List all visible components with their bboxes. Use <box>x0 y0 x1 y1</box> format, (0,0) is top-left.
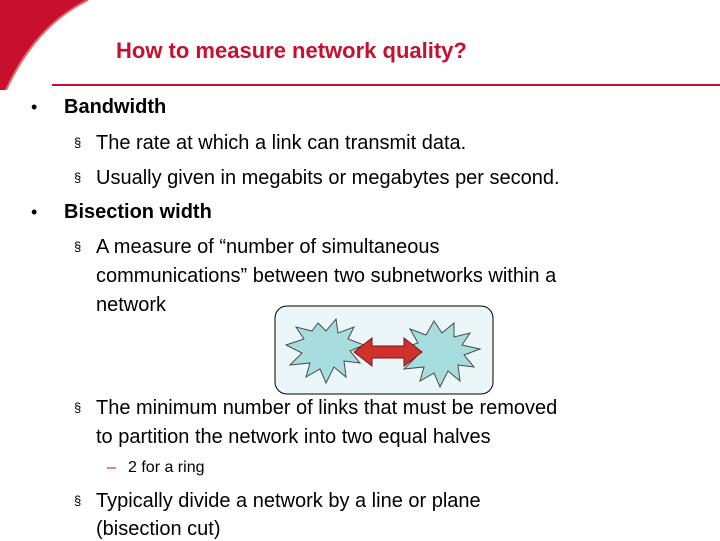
bullet-dot: • <box>31 202 38 222</box>
bisection-point-measure-line1: A measure of “number of simultaneous <box>96 236 440 258</box>
sub-bullet-marker: § <box>74 170 82 185</box>
sub-bullet-marker: § <box>74 400 82 415</box>
bisection-point-minimum-line1: The minimum number of links that must be removed <box>96 397 558 419</box>
sub-bullet-marker: § <box>74 135 82 150</box>
bisection-point-cut-line2: (bisection cut) <box>96 518 221 540</box>
sub-bullet-marker: § <box>74 239 82 254</box>
bisection-point-minimum-line2: to partition the network into two equal halves <box>96 426 491 448</box>
title-rule <box>52 84 720 86</box>
bullet-bisection-width: Bisection width <box>64 201 212 223</box>
bullet-bandwidth: Bandwidth <box>64 96 167 118</box>
bullet-dot: • <box>31 97 38 117</box>
bisection-point-measure-line2: communications” between two subnetworks within a <box>96 265 557 287</box>
sub-bullet-marker: § <box>74 493 82 508</box>
sub-sub-bullet-dash: – <box>107 459 116 476</box>
bandwidth-point-rate: The rate at which a link can transmit data. <box>96 132 467 154</box>
bisection-point-measure-line3: network <box>96 294 167 316</box>
bandwidth-point-units: Usually given in megabits or megabytes per second. <box>96 167 560 189</box>
bisection-point-cut-line1: Typically divide a network by a line or plane <box>96 490 481 512</box>
ring-example: 2 for a ring <box>128 459 205 476</box>
slide-title: How to measure network quality? <box>116 38 467 63</box>
bisection-diagram <box>274 305 494 395</box>
